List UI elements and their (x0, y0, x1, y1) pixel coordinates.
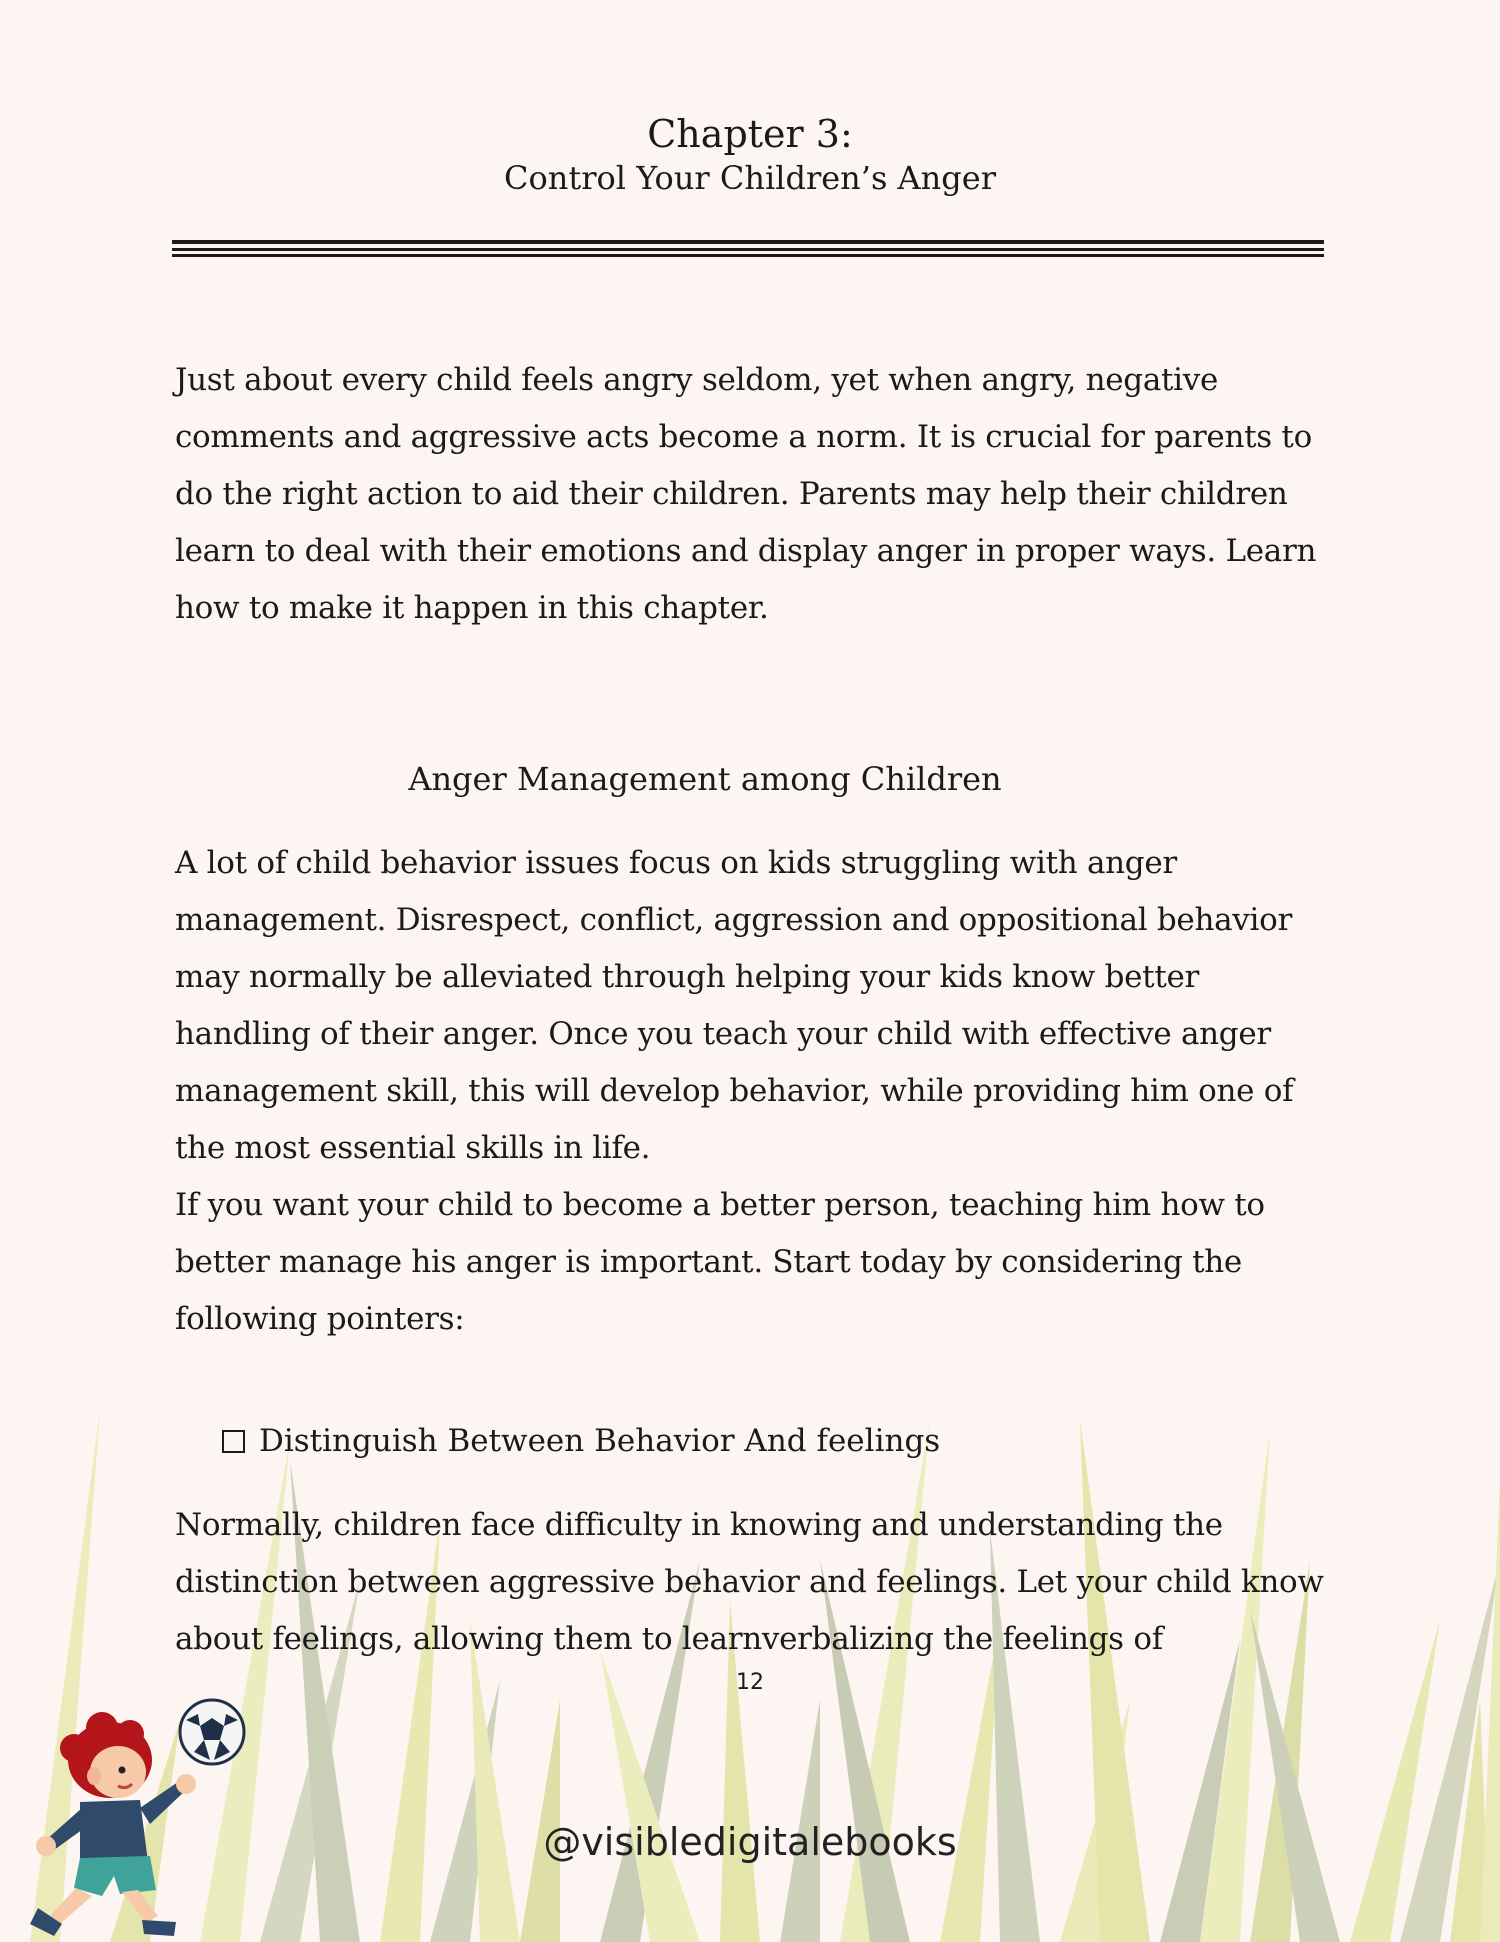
intro-section (175, 352, 1335, 637)
footer-handle: @visibledigitalebooks (543, 1820, 957, 1864)
bullet-body (175, 1497, 1335, 1668)
boy-playing-soccer-illustration (10, 1690, 260, 1942)
chapter-subtitle: Control Your Children’s Anger (504, 159, 996, 197)
intro-paragraph: Just about every child feels angry seldom, yet when angry, negative comments and aggressive acts become a norm. It is crucial for parents to do the right action to aid their children. Parents may help their children learn to deal with their emotions and display anger in proper ways. Learn how to make it happen in this chapter. (175, 362, 1317, 626)
section-paragraph: If you want your child to become a better person, teaching him how to better manage his anger is important. Start today by considering the following pointers: (175, 1187, 1265, 1337)
chapter-header (0, 110, 1500, 198)
section-paragraph: A lot of child behavior issues focus on kids struggling with anger management. Disrespect, conflict, aggression and oppositional behavior may normally be alleviated through helping your kids know better handling of their anger. Once you teach your child with effective anger management skill, this will develop behavior, while providing him one of the most essential skills in life. (175, 845, 1294, 1166)
bullet-item (222, 1415, 940, 1467)
header-rule-bottom (172, 254, 1324, 257)
bullet-paragraph: Normally, children face difficulty in knowing and understanding the distinction between aggressive behavior and feelings. Let your child know about feelings, allowing them to learnverbalizing the feelings of (175, 1507, 1324, 1657)
soccer-ball-icon (180, 1700, 244, 1764)
page-number: 12 (736, 1670, 764, 1695)
checkbox-icon (222, 1430, 245, 1453)
header-rule-bottom (172, 248, 1324, 251)
section-body (175, 835, 1335, 1348)
header-rule-top (172, 240, 1324, 244)
section-heading: Anger Management among Children (408, 760, 1002, 798)
chapter-title: Chapter 3: (647, 112, 853, 156)
bullet-label: Distinguish Between Behavior And feelings (259, 1423, 941, 1459)
